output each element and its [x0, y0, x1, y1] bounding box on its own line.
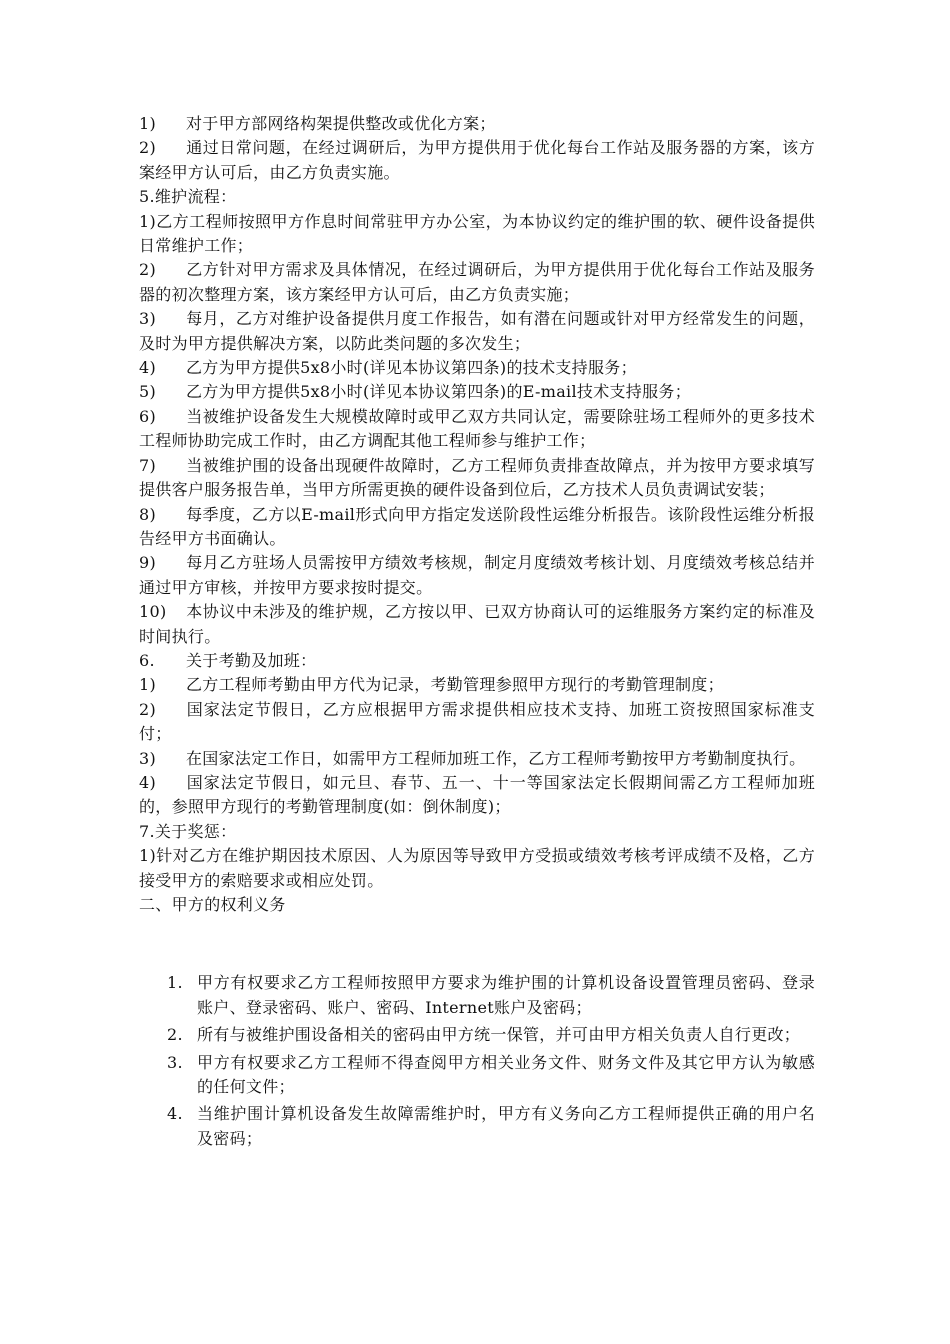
item-number: 1) — [139, 675, 157, 695]
item-text: 乙方为甲方提供5x8小时(详见本协议第四条)的E-mail技术支持服务； — [186, 382, 691, 402]
item-number: 4) — [139, 358, 157, 378]
item-text: 在国家法定工作日，如需甲方工程师加班工作，乙方工程师考勤按甲方考勤制度执行。 — [186, 748, 806, 768]
list-item — [139, 971, 815, 1020]
item-text: 所有与被维护围设备相关的密码由甲方统一保管，并可由甲方相关负责人自行更改； — [197, 1025, 801, 1045]
item-number: 3) — [139, 309, 157, 329]
item-number: 3) — [139, 748, 157, 768]
rights-list — [139, 971, 815, 1151]
item-number: 4. — [167, 1104, 183, 1124]
list-item — [139, 673, 815, 697]
item-number: 4) — [139, 772, 157, 792]
list-item — [139, 771, 815, 820]
list-item — [139, 136, 815, 185]
item-number: 1. — [167, 973, 183, 993]
item-number: 3. — [167, 1052, 183, 1072]
heading-number: 6. — [139, 650, 155, 670]
item-text: 甲方有权要求乙方工程师不得查阅甲方相关业务文件、财务文件及其它甲方认为敏感的任何文件； — [197, 1052, 815, 1097]
list-item — [139, 405, 815, 454]
list-item — [139, 1051, 815, 1100]
item-text: 甲方有权要求乙方工程师按照甲方要求为维护围的计算机设备设置管理员密码、登录账户、登录密码、账户、密码、Internet账户及密码； — [197, 973, 815, 1017]
item-text: 国家法定节假日，如元旦、春节、五一、十一等国家法定长假期间需乙方工程师加班的，参照甲方现行的考勤管理制度(如：倒休制度)； — [139, 772, 815, 817]
list-item — [139, 600, 815, 649]
item-number: 5) — [139, 382, 157, 402]
list-item — [139, 356, 815, 380]
paragraph: 1)乙方工程师按照甲方作息时间常驻甲方办公室，为本协议约定的维护围的软、硬件设备提供日常维护工作； — [139, 211, 815, 256]
list-item — [139, 551, 815, 600]
item-text: 每季度，乙方以E-mail形式向甲方指定发送阶段性运维分析报告。该阶段性运维分析报告经甲方书面确认。 — [139, 504, 815, 548]
item-text: 乙方工程师考勤由甲方代为记录，考勤管理参照甲方现行的考勤管理制度； — [186, 675, 724, 695]
item-number: 2) — [139, 699, 157, 719]
item-text: 本协议中未涉及的维护规，乙方按以甲、已双方协商认可的运维服务方案约定的标准及时间执行。 — [139, 602, 815, 646]
item-number: 2) — [139, 260, 157, 280]
list-item — [139, 503, 815, 552]
item-number: 8) — [139, 504, 157, 524]
item-text: 每月，乙方对维护设备提供月度工作报告，如有潜在问题或针对甲方经常发生的问题，及时为甲方提供解决方案，以防此类问题的多次发生； — [139, 309, 815, 353]
list-item — [139, 258, 815, 307]
list-item — [139, 380, 815, 404]
list-item — [139, 1023, 815, 1047]
document-page — [139, 112, 815, 1154]
item-text: 通过日常问题，在经过调研后，为甲方提供用于优化每台工作站及服务器的方案，该方案经甲方认可后，由乙方负责实施。 — [139, 138, 815, 182]
item-text: 乙方为甲方提供5x8小时(详见本协议第四条)的技术支持服务； — [186, 358, 637, 378]
paragraph: 1)针对乙方在维护期因技术原因、人为原因等导致甲方受损或绩效考核考评成绩不及格，乙方接受甲方的索赔要求或相应处罚。 — [139, 846, 815, 890]
item-number: 2. — [167, 1025, 183, 1045]
section-heading: 7.关于奖惩： — [139, 821, 237, 841]
list-item — [139, 112, 815, 136]
list-item — [139, 698, 815, 747]
item-text: 每月乙方驻场人员需按甲方绩效考核规，制定月度绩效考核计划、月度绩效考核总结并通过甲方审核，并按甲方要求按时提交。 — [139, 553, 815, 597]
item-text: 国家法定节假日，乙方应根据甲方需求提供相应技术支持、加班工资按照国家标准支付； — [139, 699, 815, 744]
item-number: 10) — [139, 602, 167, 622]
section-heading: 5.维护流程： — [139, 187, 237, 207]
list-item — [139, 454, 815, 503]
blank-space — [139, 917, 815, 971]
chapter-heading: 二、甲方的权利义务 — [139, 895, 286, 914]
item-text: 乙方针对甲方需求及具体情况，在经过调研后，为甲方提供用于优化每台工作站及服务器的初次整理方案，该方案经甲方认可后，由乙方负责实施； — [139, 260, 815, 304]
list-item — [139, 307, 815, 356]
item-text: 当被维护设备发生大规模故障时或甲乙双方共同认定，需要除驻场工程师外的更多技术工程师协助完成工作时，由乙方调配其他工程师参与维护工作； — [139, 406, 815, 451]
item-number: 7) — [139, 455, 157, 475]
item-number: 2) — [139, 138, 157, 158]
item-text: 当被维护围的设备出现硬件故障时，乙方工程师负责排查故障点，并为按甲方要求填写提供客户服务报告单，当甲方所需更换的硬件设备到位后，乙方技术人员负责调试安装； — [139, 455, 815, 500]
heading-text: 关于考勤及加班： — [186, 650, 317, 670]
item-text: 当维护围计算机设备发生故障需维护时，甲方有义务向乙方工程师提供正确的用户名及密码； — [197, 1104, 815, 1148]
item-number: 6) — [139, 406, 157, 426]
list-item — [139, 747, 815, 771]
section-heading — [139, 649, 815, 673]
list-item — [139, 1102, 815, 1151]
item-number: 1) — [139, 114, 157, 133]
item-number: 9) — [139, 553, 157, 573]
item-text: 对于甲方部网络构架提供整改或优化方案； — [186, 114, 496, 133]
